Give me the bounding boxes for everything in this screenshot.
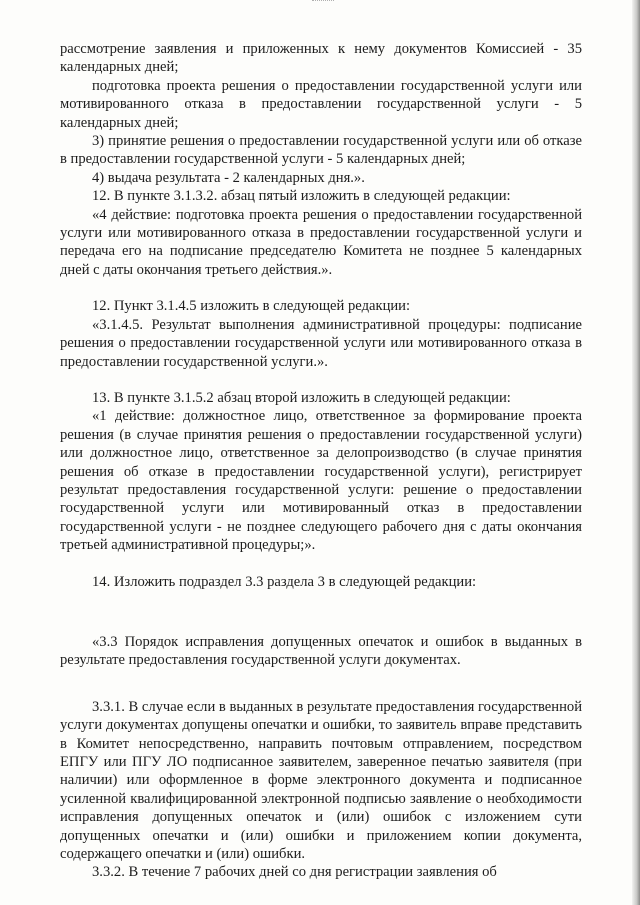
- paragraph-item-12-text: «4 действие: подготовка проекта решения о предоставлении государственной услуги или мотивированного отказа в предоставлении государственной услуги и передача его на подписание председателю Комитета не позднее 5 календарных дней с даты окончания третьего действия.».: [60, 206, 582, 278]
- scan-edge-shadow: [632, 0, 640, 905]
- document-page: [60, 40, 582, 882]
- paragraph-item-13-heading: 13. В пункте 3.1.5.2 абзац второй изложить в следующей редакции:: [92, 389, 511, 406]
- paragraph-item-13-text: «1 действие: должностное лицо, ответственное за формирование проекта решения (в случае принятия решения о предоставлении государственной услуги) или должностное лицо, ответственное за делопроизводство (в случае принятия решения об отказе в предоставлении государственной услуги), регистрирует результат предоставления государственной услуги: решение о предоставлении государственной услуги или мотивированный отказ в предоставлении государственной услуги - не позднее следующего рабочего дня с даты окончания третьей административной процедуры;».: [60, 408, 582, 554]
- paragraph-section-3-3-1: 3.3.1. В случае если в выданных в результате предоставления государственной услуги документах допущены опечатки и ошибки, то заявитель вправе представить в Комитет непосредственно, направить почтовым отправлением, посредством ЕПГУ или ПГУ ЛО подписанное заявителем, заверенное печатью заявителя (при наличии) или оформленное в форме электронного документа и подписанное усиленной квалифицированной электронной подписью заявление о необходимости исправления допущенных опечаток и (или) ошибок с изложением сути допущенных опечатки и (или) ошибки и приложением копии документа, содержащего опечатки и (или) ошибки.: [60, 698, 583, 863]
- paragraph-item-14-heading: 14. Изложить подраздел 3.3 раздела 3 в следующей редакции:: [92, 573, 477, 590]
- paragraph-review-term: рассмотрение заявления и приложенных к нему документов Комиссией - 35 календарных дней;: [60, 41, 582, 76]
- paragraph-draft-decision-term: подготовка проекта решения о предоставлении государственной услуги или мотивированного отказа в предоставлении государственной услуги - 5 календарных дней;: [60, 77, 582, 131]
- paragraph-item-12-heading: 12. В пункте 3.1.3.2. абзац пятый изложить в следующей редакции:: [92, 188, 511, 205]
- paragraph-item-12b-heading: 12. Пункт 3.1.4.5 изложить в следующей редакции:: [92, 298, 411, 315]
- paragraph-section-3-3-title: «3.3 Порядок исправления допущенных опечаток и ошибок в выданных в результате предоставления государственной услуги документах.: [60, 633, 582, 669]
- paragraph-item-12b-text: «3.1.4.5. Результат выполнения административной процедуры: подписание решения о предоставлении государственной услуги или мотивированного отказа в предоставлении государственной услуги.».: [60, 316, 582, 370]
- paragraph-decision-term: 3) принятие решения о предоставлении государственной услуги или об отказе в предоставлении государственной услуги - 5 календарных дней;: [60, 133, 582, 168]
- paragraph-result-issue-term: 4) выдача результата - 2 календарных дня.».: [92, 169, 365, 186]
- paragraph-section-3-3-2: 3.3.2. В течение 7 рабочих дней со дня регистрации заявления об: [92, 864, 497, 881]
- scan-top-mark: [312, 0, 334, 4]
